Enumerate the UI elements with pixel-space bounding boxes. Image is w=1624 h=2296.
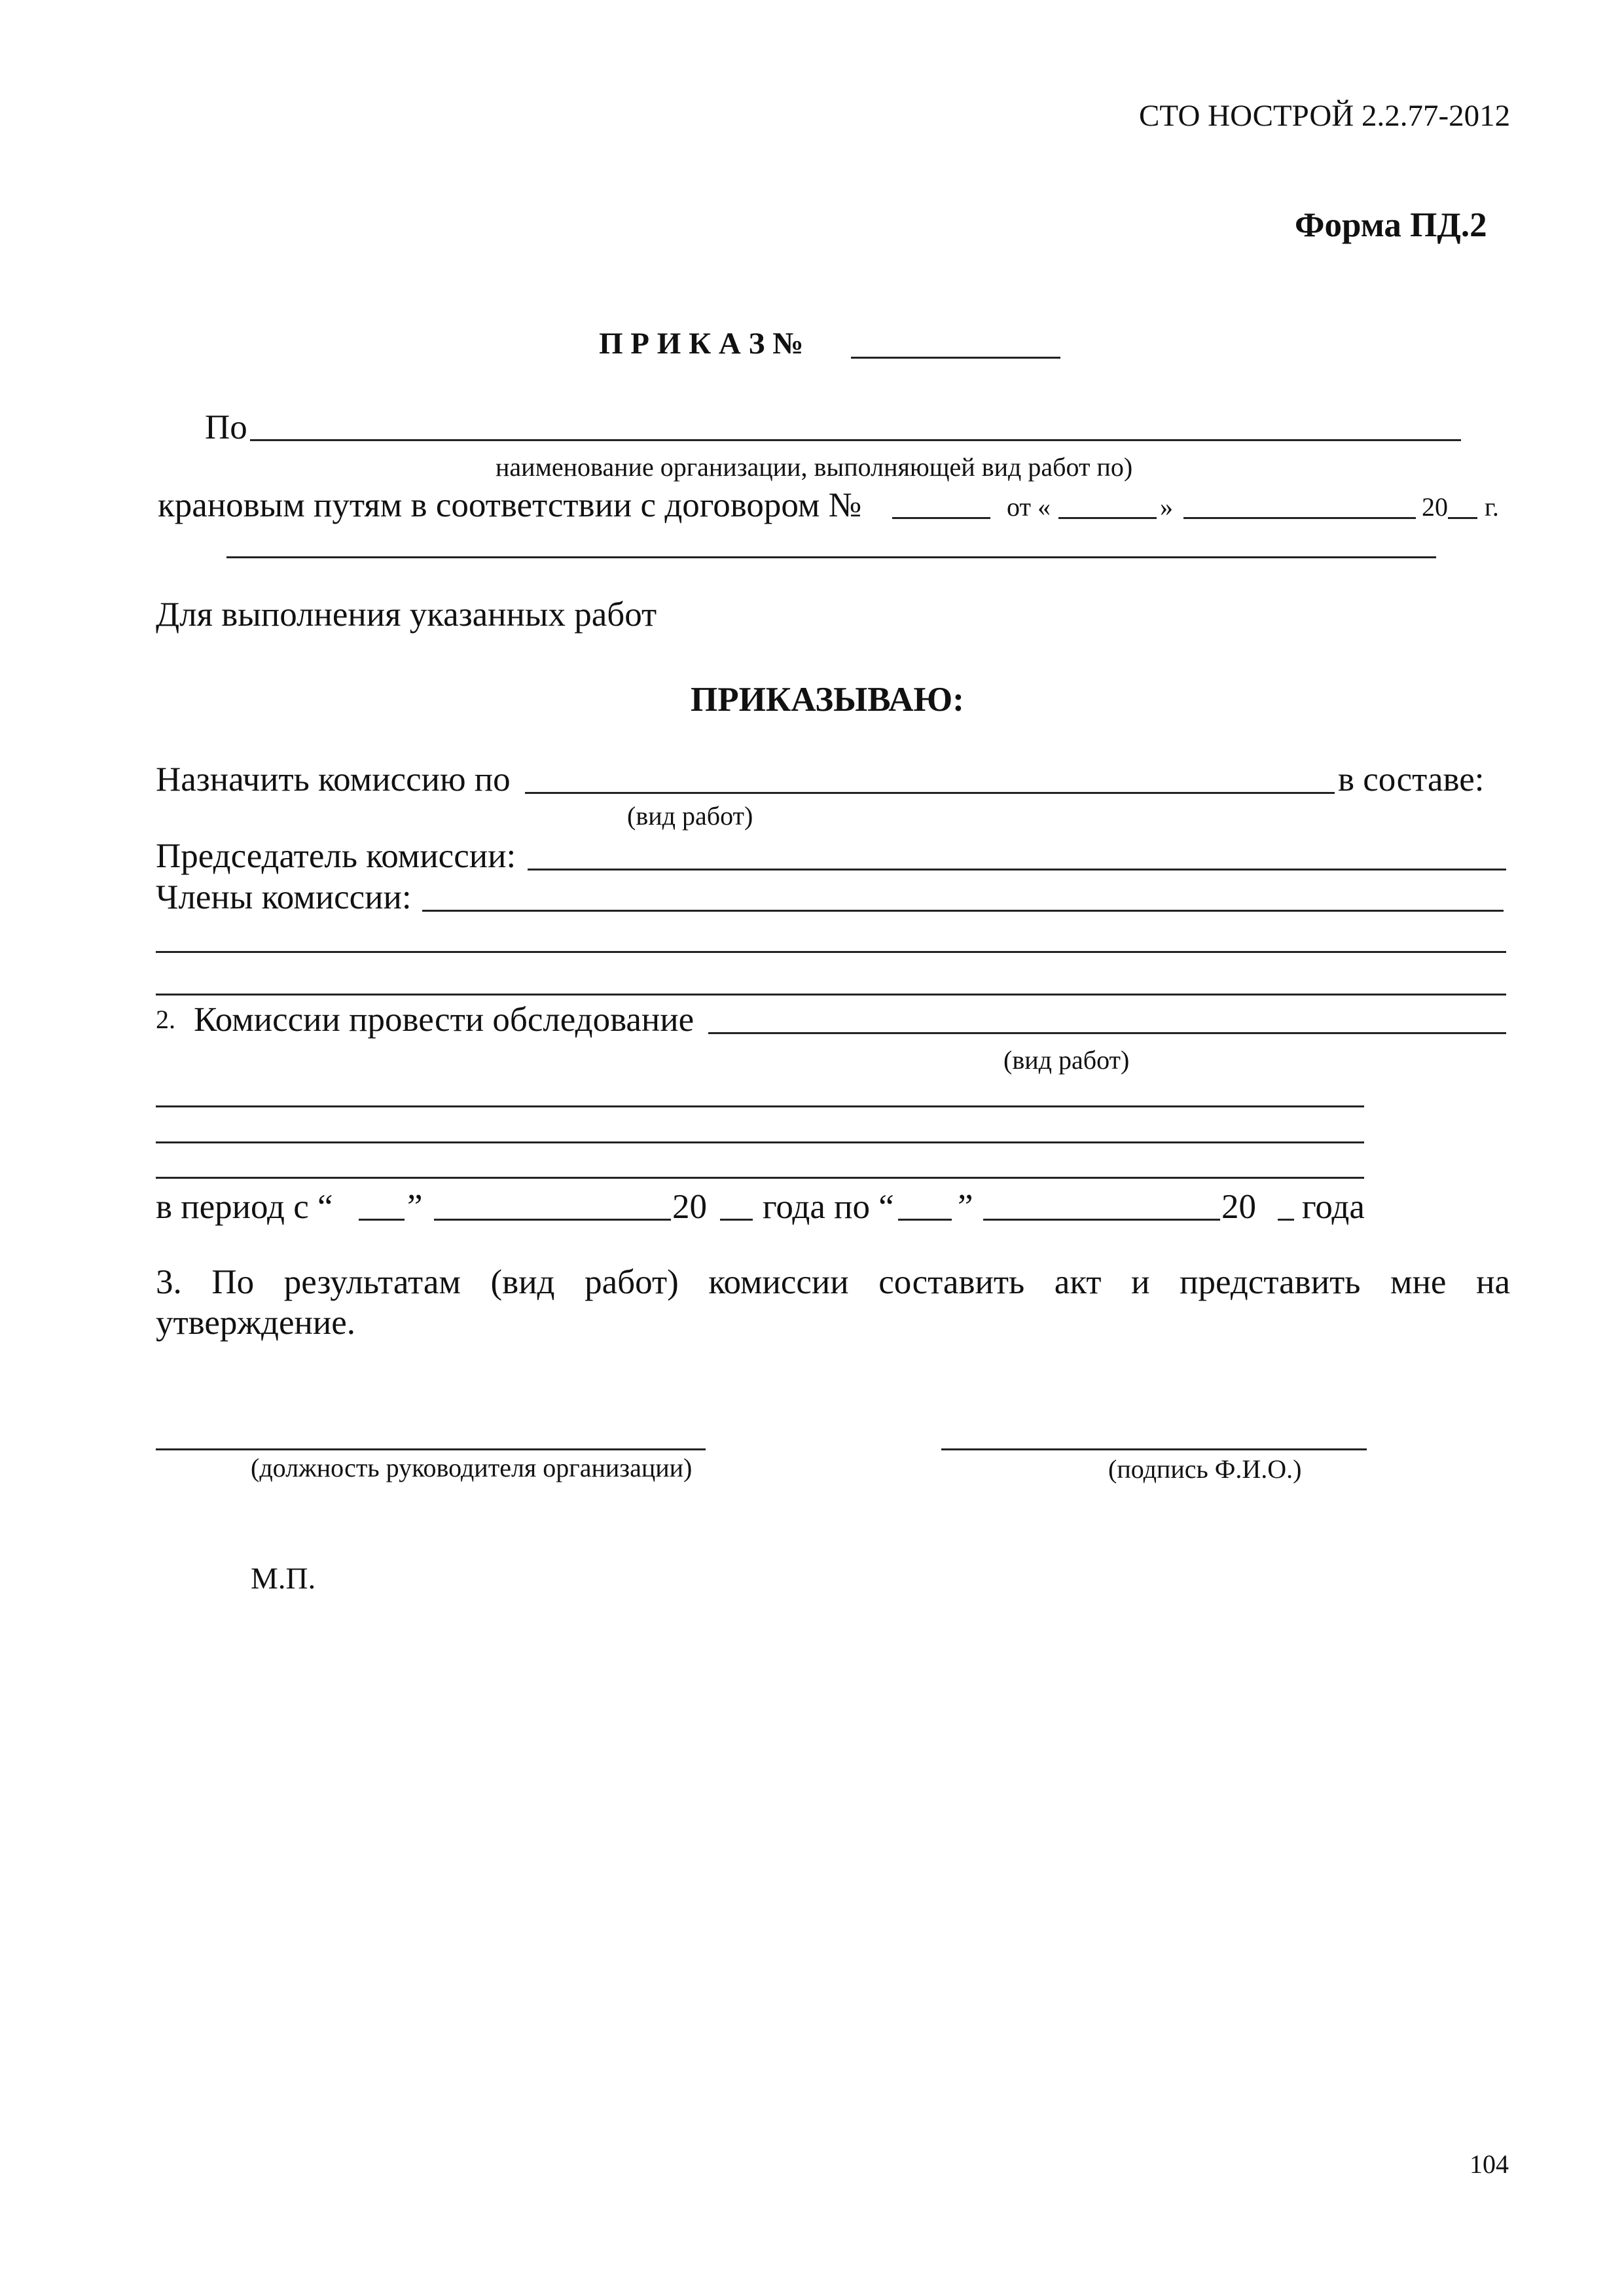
order-number-field[interactable] (851, 357, 1060, 359)
item3-word: По (211, 1263, 255, 1301)
item3-line-2: утверждение. (156, 1304, 356, 1342)
contract-month-field[interactable] (1183, 517, 1416, 519)
period-year-label-2: года (1302, 1188, 1365, 1226)
period-start-day-field[interactable] (359, 1219, 405, 1221)
period-start-month-field[interactable] (434, 1219, 671, 1221)
contract-year-prefix: 20 (1422, 492, 1448, 522)
inspection-field-3[interactable] (156, 1141, 1364, 1143)
chairman-label: Председатель комиссии: (156, 837, 516, 875)
command-heading: ПРИКАЗЫВАЮ: (691, 681, 964, 719)
position-caption: (должность руководителя организации) (251, 1453, 693, 1482)
order-title: П Р И К А З № (599, 327, 804, 361)
period-end-month-field[interactable] (983, 1219, 1220, 1221)
appoint-label: Назначить комиссию по (156, 761, 511, 798)
chairman-field[interactable] (528, 869, 1506, 870)
period-year-label-1: года по “ (763, 1188, 894, 1226)
item3-word: 3. (156, 1263, 182, 1301)
work-type-caption-2: (вид работ) (1003, 1045, 1130, 1075)
item3-word: (вид (490, 1263, 555, 1301)
organization-name-field[interactable] (250, 439, 1461, 441)
contract-number-field[interactable] (892, 517, 990, 519)
members-field[interactable] (422, 910, 1504, 912)
inspection-field-2[interactable] (156, 1105, 1364, 1107)
members-field-2[interactable] (156, 951, 1506, 953)
contract-text: крановым путям в соответствии с договором № (158, 486, 862, 524)
item2-text: Комиссии провести обследование (194, 1001, 695, 1039)
item3-word: результатам (283, 1263, 461, 1301)
members-field-3[interactable] (156, 994, 1506, 996)
period-end-year-field[interactable] (1278, 1219, 1294, 1221)
period-year-prefix-2: 20 (1221, 1188, 1256, 1226)
item3-word: комиссии (708, 1263, 849, 1301)
form-label: Форма ПД.2 (1295, 206, 1487, 244)
page-number: 104 (1470, 2149, 1509, 2179)
po-label: По (205, 408, 247, 446)
item3-word: работ) (585, 1263, 679, 1301)
period-label: в период с “ (156, 1188, 333, 1226)
signature-caption: (подпись Ф.И.О.) (1108, 1454, 1302, 1484)
period-quote-close-2: ” (958, 1188, 973, 1226)
signature-field[interactable] (941, 1448, 1367, 1450)
item3-word: составить (878, 1263, 1025, 1301)
item3-word: на (1476, 1263, 1510, 1301)
inspection-work-type-field[interactable] (708, 1032, 1506, 1034)
item3-line-1 (156, 1265, 1510, 1300)
contract-year-field[interactable] (1448, 517, 1477, 519)
contract-date-from-label: от « (1007, 492, 1051, 522)
period-start-year-field[interactable] (720, 1219, 753, 1221)
intro-text: Для выполнения указанных работ (156, 596, 657, 634)
appoint-work-type-field[interactable] (525, 792, 1335, 794)
item3-word: мне (1390, 1263, 1447, 1301)
organization-caption: наименование организации, выполняющей вид работ по) (496, 452, 1133, 482)
period-end-day-field[interactable] (898, 1219, 952, 1221)
period-quote-close-1: ” (407, 1188, 423, 1226)
standard-code: СТО НОСТРОЙ 2.2.77-2012 (1139, 99, 1511, 133)
stamp-label: М.П. (251, 1562, 316, 1596)
contract-date-quote-close: » (1160, 492, 1173, 522)
period-year-prefix-1: 20 (672, 1188, 707, 1226)
contract-day-field[interactable] (1058, 517, 1157, 519)
position-field[interactable] (156, 1448, 706, 1450)
item3-word: акт (1054, 1263, 1102, 1301)
inspection-field-4[interactable] (156, 1177, 1364, 1179)
work-type-caption: (вид работ) (627, 801, 753, 831)
item3-word: и (1131, 1263, 1150, 1301)
item3-word: представить (1180, 1263, 1361, 1301)
members-label: Члены комиссии: (156, 878, 412, 916)
contract-extra-line[interactable] (226, 556, 1436, 558)
appoint-suffix: в составе: (1338, 761, 1485, 798)
contract-year-suffix: г. (1485, 492, 1499, 522)
item2-number: 2. (156, 1005, 175, 1034)
